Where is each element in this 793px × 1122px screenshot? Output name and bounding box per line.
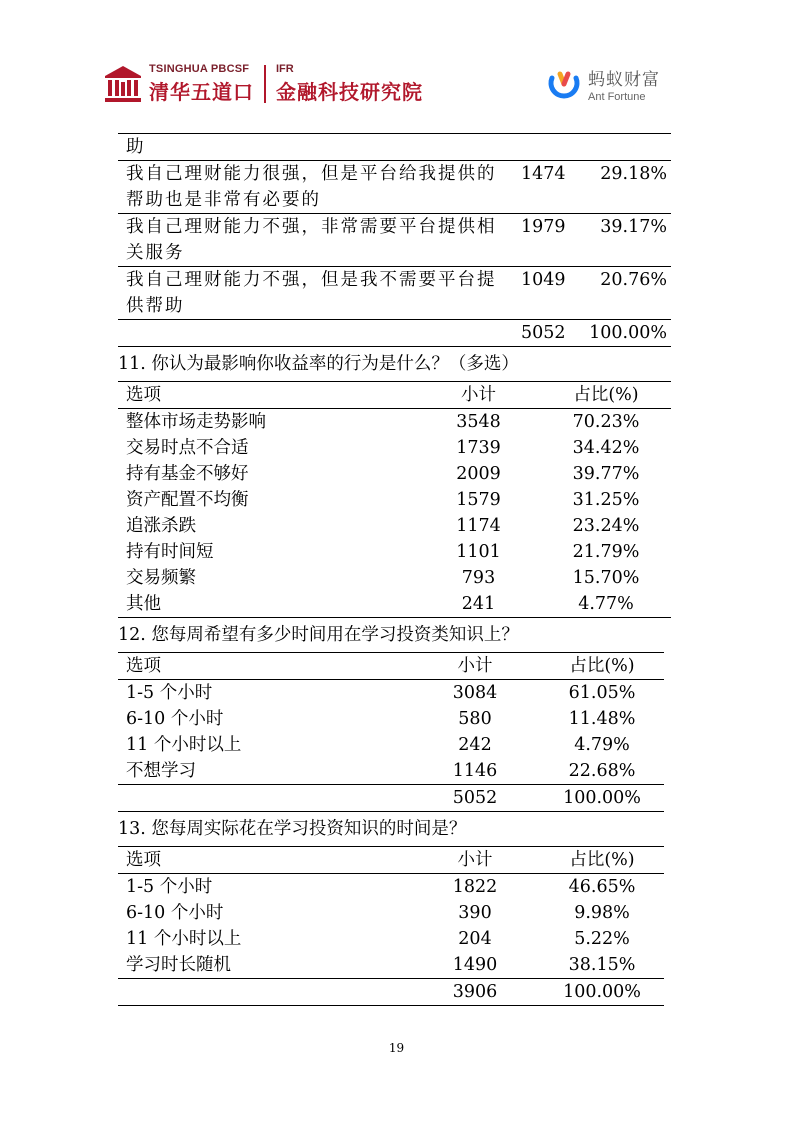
- header-pct: 占比(%): [541, 382, 671, 409]
- table-row: [118, 874, 664, 901]
- pct-cell: 4.77%: [541, 591, 671, 618]
- count-cell: 1739: [456, 438, 501, 458]
- header-pct: 占比(%): [540, 653, 664, 680]
- ant-cn-label: 蚂蚁财富: [588, 70, 660, 90]
- tsinghua-pbcsf-logo: [103, 62, 423, 106]
- option-cell: 11 个小时以上: [126, 735, 242, 755]
- ifr-en-label: IFR: [276, 63, 294, 75]
- q10-continued-table: [118, 133, 671, 347]
- option-cell: [118, 320, 515, 347]
- header-option: 选项: [118, 847, 410, 874]
- table-row: [118, 680, 664, 707]
- table-row: [118, 435, 671, 461]
- option-cell: 持有时间短: [126, 542, 214, 562]
- option-cell: [118, 785, 410, 812]
- pct-cell: 29.18%: [579, 161, 671, 214]
- q13-table: [118, 846, 664, 1006]
- table-row: [118, 926, 664, 952]
- header-count: 小计: [410, 653, 540, 680]
- pct-cell: 61.05%: [568, 683, 636, 703]
- table-row: [118, 461, 671, 487]
- header-option: 选项: [118, 382, 416, 409]
- table-row: [118, 706, 664, 732]
- total-count-cell: 5052: [515, 320, 579, 347]
- option-cell: 追涨杀跌: [126, 516, 196, 536]
- pct-cell: 23.24%: [572, 516, 640, 536]
- question-12-title: 12. 您每周希望有多少时间用在学习投资类知识上？: [118, 625, 519, 645]
- option-cell: 1-5 个小时: [126, 877, 213, 897]
- table-row: [118, 513, 671, 539]
- table-row: [118, 900, 664, 926]
- tsinghua-en-label: TSINGHUA PBCSF: [149, 63, 250, 75]
- total-pct-cell: 100.00%: [579, 320, 671, 347]
- ant-en-label: Ant Fortune: [588, 91, 646, 103]
- count-cell: 242: [458, 735, 492, 755]
- header-option: 选项: [118, 653, 410, 680]
- option-cell: 持有基金不够好: [126, 464, 249, 484]
- table-header-row: [118, 653, 664, 680]
- table-row: [118, 134, 671, 161]
- option-cell: 其他: [118, 591, 416, 618]
- table-header-row: [118, 847, 664, 874]
- count-cell: 1474: [515, 161, 579, 214]
- count-cell: 1822: [452, 877, 498, 897]
- count-cell: 793: [461, 568, 496, 588]
- count-cell: 1101: [456, 542, 501, 562]
- table-row: [118, 214, 671, 267]
- option-cell: 6-10 个小时: [126, 709, 224, 729]
- table-row: [118, 732, 664, 758]
- count-cell: 390: [458, 903, 492, 923]
- pct-cell: 31.25%: [572, 490, 640, 510]
- pct-cell: 70.23%: [572, 412, 640, 432]
- table-row: [118, 487, 671, 513]
- count-cell: 1049: [515, 267, 579, 320]
- total-pct-cell: 100.00%: [540, 979, 664, 1006]
- option-cell: 我自己理财能力很强，但是平台给我提供的帮助也是非常有必要的: [118, 161, 515, 214]
- pct-cell: 21.79%: [572, 542, 640, 562]
- option-cell: 交易时点不合适: [126, 438, 249, 458]
- count-cell: 1146: [410, 758, 540, 785]
- option-cell: 助: [118, 134, 515, 161]
- table-row: [118, 591, 671, 618]
- pct-cell: 4.79%: [574, 735, 630, 755]
- pct-cell: 20.76%: [579, 267, 671, 320]
- option-cell: 我自己理财能力不强，非常需要平台提供相关服务: [118, 214, 515, 267]
- ifr-cn-label: 金融科技研究院: [276, 80, 423, 104]
- pct-cell: 34.42%: [572, 438, 640, 458]
- logo-divider: [264, 65, 266, 103]
- q11-table: [118, 381, 671, 618]
- option-cell: 不想学习: [118, 758, 410, 785]
- table-header-row: [118, 382, 671, 409]
- ant-fortune-logo: [546, 62, 660, 106]
- count-cell: 241: [416, 591, 541, 618]
- pct-cell: 5.22%: [574, 929, 630, 949]
- header-pct: 占比(%): [540, 847, 664, 874]
- question-11-title: 11. 你认为最影响你收益率的行为是什么？（多选）: [118, 354, 519, 374]
- option-cell: 6-10 个小时: [126, 903, 224, 923]
- option-cell: 整体市场走势影响: [126, 412, 266, 432]
- total-row: [118, 979, 664, 1006]
- count-cell: 1979: [515, 214, 579, 267]
- table-row: [118, 565, 671, 591]
- pct-cell: 39.17%: [579, 214, 671, 267]
- pct-cell: 38.15%: [540, 952, 664, 979]
- option-cell: [118, 979, 410, 1006]
- count-cell: 204: [458, 929, 492, 949]
- ant-fortune-icon: [546, 66, 582, 102]
- option-cell: 学习时长随机: [118, 952, 410, 979]
- total-count-cell: 5052: [410, 785, 540, 812]
- table-row: [118, 952, 664, 979]
- count-cell: 1174: [456, 516, 501, 536]
- question-13-title: 13. 您每周实际花在学习投资知识的时间是？: [118, 819, 467, 839]
- count-cell: 3084: [452, 683, 498, 703]
- count-cell: [515, 134, 579, 161]
- option-cell: 资产配置不均衡: [126, 490, 249, 510]
- document-body: [118, 133, 678, 1006]
- option-cell: 1-5 个小时: [126, 683, 213, 703]
- table-row: [118, 539, 671, 565]
- pct-cell: 39.77%: [572, 464, 640, 484]
- count-cell: 1579: [456, 490, 501, 510]
- count-cell: 580: [458, 709, 492, 729]
- pct-cell: 15.70%: [572, 568, 640, 588]
- count-cell: 1490: [410, 952, 540, 979]
- option-cell: 我自己理财能力不强，但是我不需要平台提供帮助: [118, 267, 515, 320]
- option-cell: 交易频繁: [126, 568, 196, 588]
- q12-table: [118, 652, 664, 812]
- table-row: [118, 409, 671, 436]
- pct-cell: 11.48%: [568, 709, 636, 729]
- total-row: [118, 320, 671, 347]
- table-row: [118, 267, 671, 320]
- header-count: 小计: [416, 382, 541, 409]
- tsinghua-emblem-icon: [103, 64, 143, 104]
- total-count-cell: 3906: [410, 979, 540, 1006]
- table-row: [118, 758, 664, 785]
- option-cell: 11 个小时以上: [126, 929, 242, 949]
- header-count: 小计: [410, 847, 540, 874]
- total-row: [118, 785, 664, 812]
- tsinghua-cn-label: 清华五道口: [149, 80, 254, 104]
- pct-cell: 46.65%: [568, 877, 636, 897]
- count-cell: 3548: [456, 412, 501, 432]
- pct-cell: 9.98%: [574, 903, 630, 923]
- table-row: [118, 161, 671, 214]
- total-pct-cell: 100.00%: [540, 785, 664, 812]
- pct-cell: 22.68%: [540, 758, 664, 785]
- count-cell: 2009: [456, 464, 501, 484]
- page-number: 19: [388, 1041, 405, 1055]
- page-header: [0, 0, 793, 120]
- pct-cell: [579, 134, 671, 161]
